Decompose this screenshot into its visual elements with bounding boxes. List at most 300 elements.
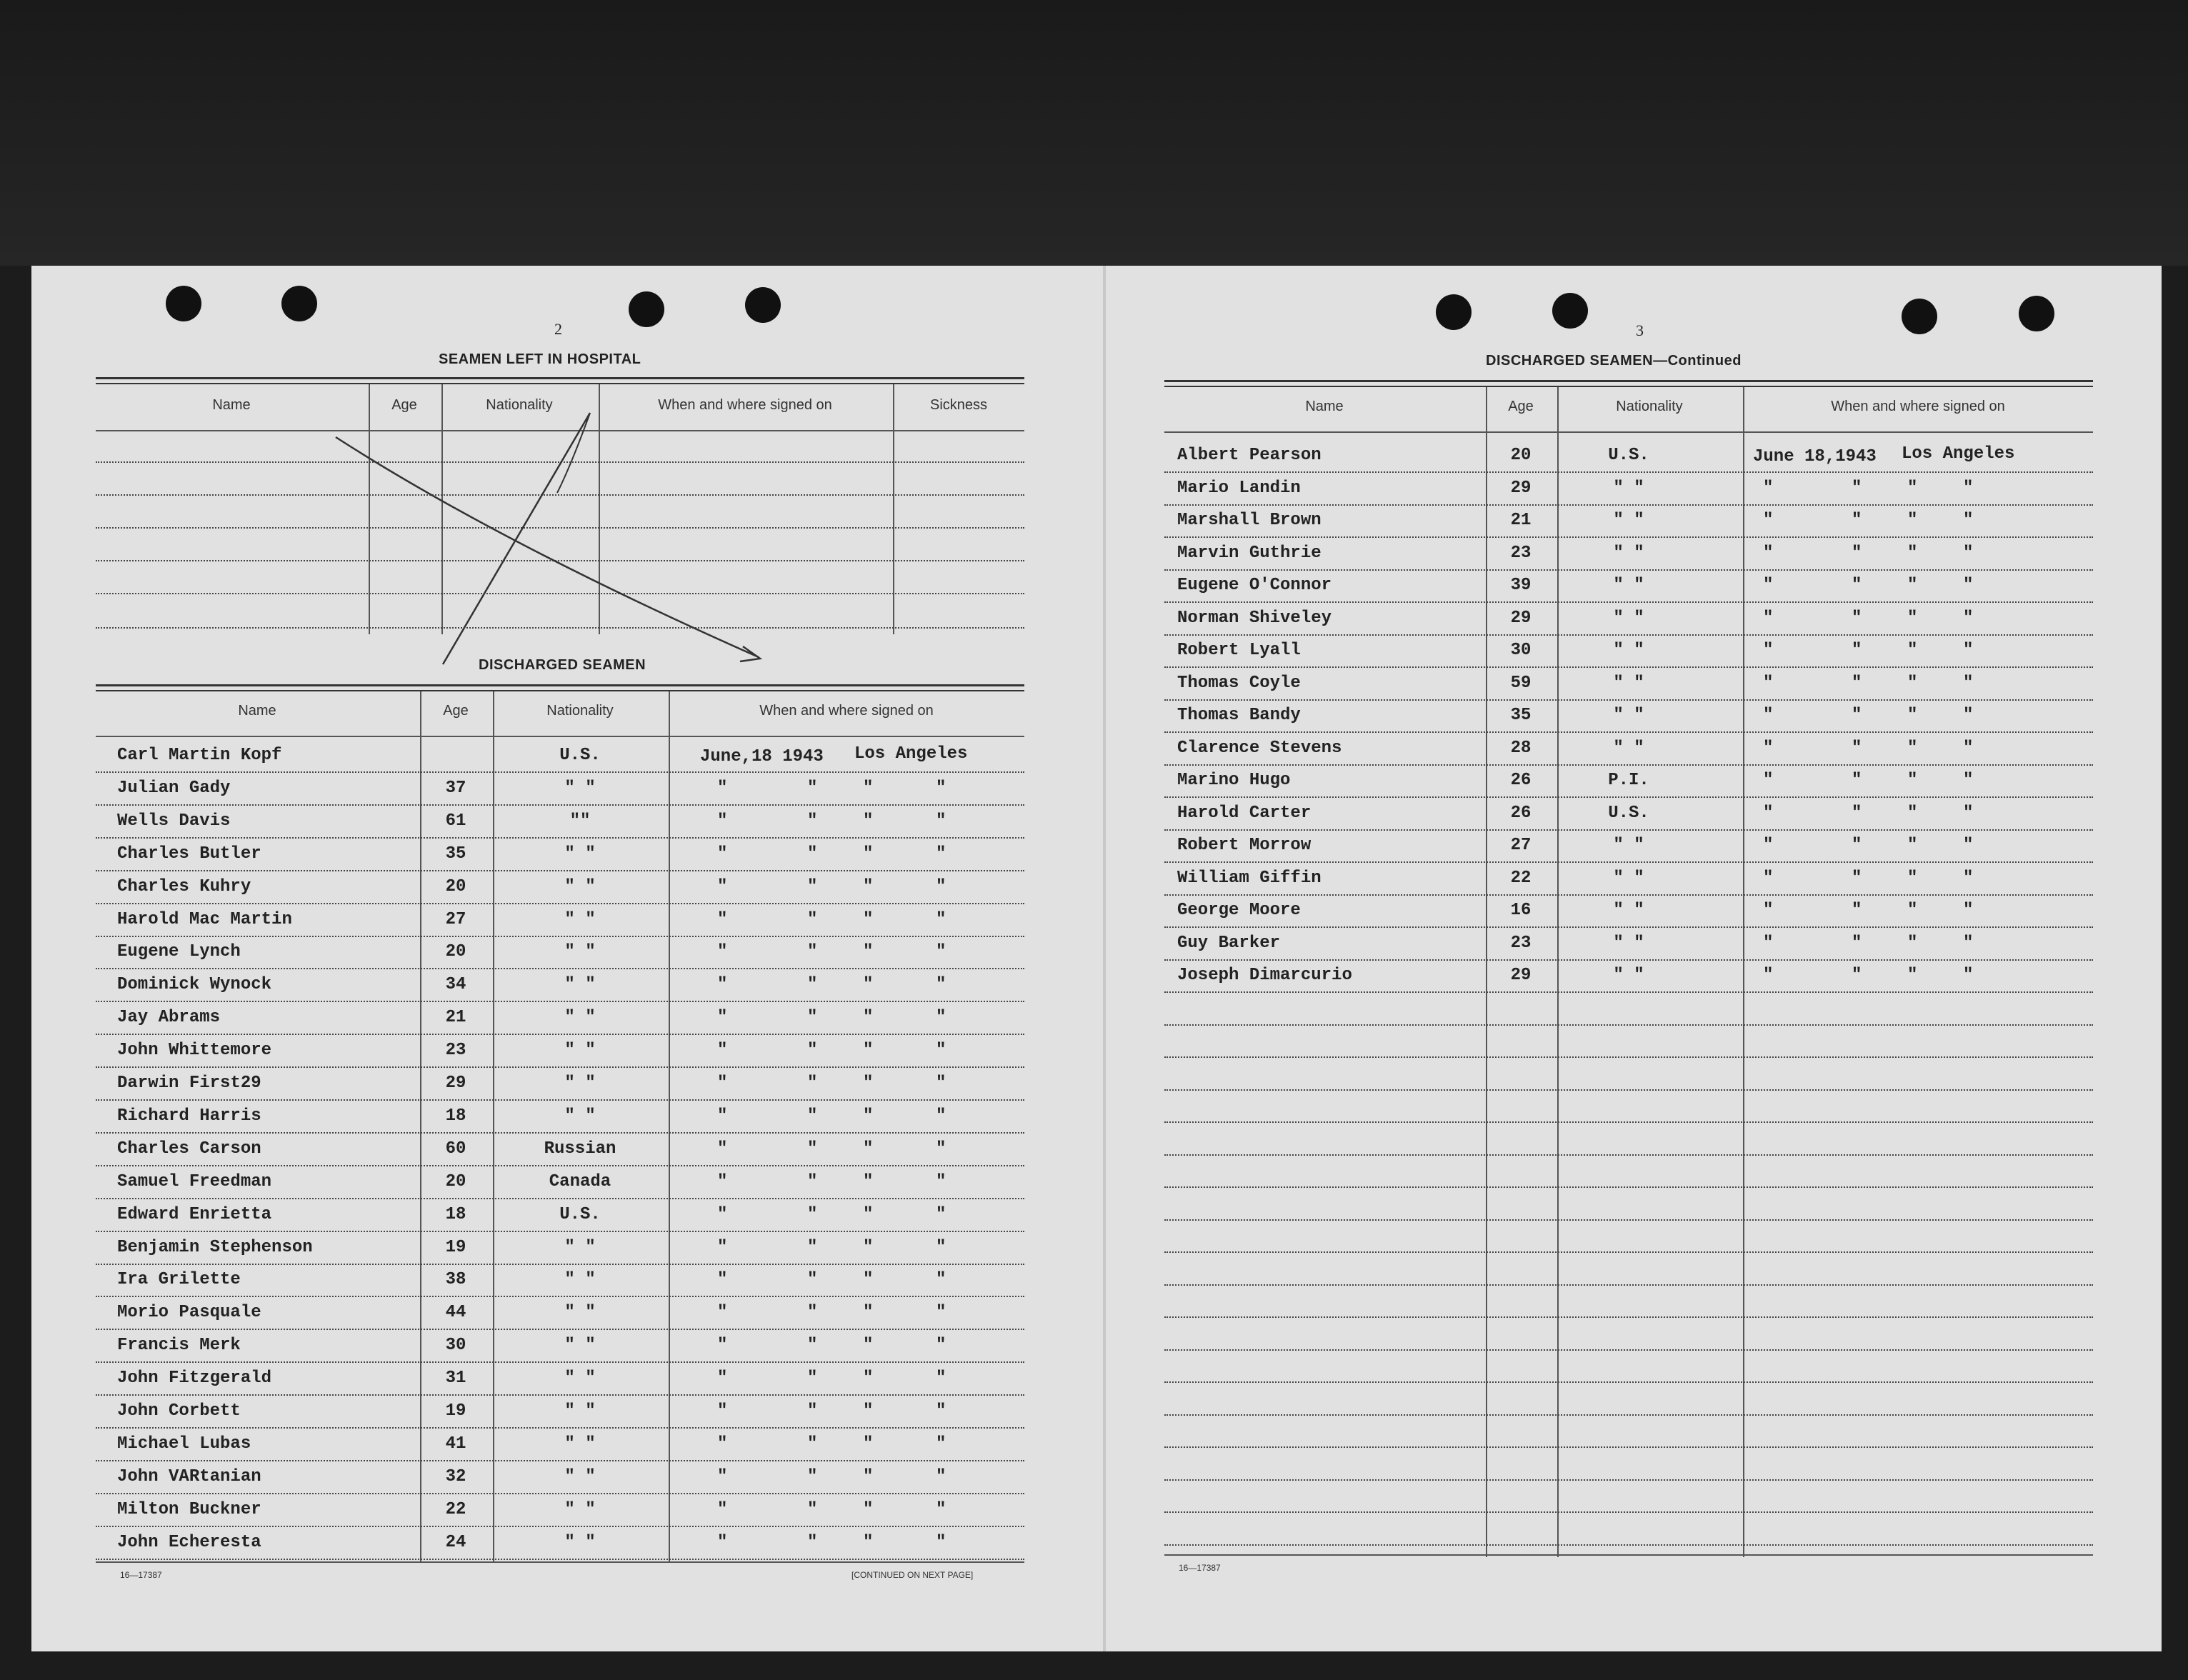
ditto-mark: " — [807, 1466, 818, 1486]
seaman-nationality: " " — [564, 1499, 596, 1519]
seaman-age: 39 — [1510, 576, 1532, 595]
row-rule — [96, 870, 1024, 871]
ditto-mark: " — [863, 1204, 874, 1224]
ditto-mark: " — [1907, 738, 1918, 758]
ditto-mark: " — [717, 1434, 728, 1454]
seaman-nationality: " " — [564, 1074, 596, 1093]
ditto-mark: " — [717, 1466, 728, 1486]
seaman-age: 30 — [1510, 641, 1532, 660]
seaman-nationality: " " — [564, 1237, 596, 1257]
ditto-mark: " — [936, 1237, 946, 1257]
seaman-nationality: " " — [564, 844, 596, 864]
ditto-mark: " — [1963, 706, 1974, 725]
row-rule — [96, 1361, 1024, 1363]
row-rule — [96, 771, 1024, 773]
ditto-mark: " — [1907, 933, 1918, 953]
seaman-nationality: " " — [1613, 511, 1644, 530]
seaman-nationality: " " — [564, 1008, 596, 1028]
row-rule — [1164, 1024, 2093, 1026]
seaman-nationality: " " — [564, 1270, 596, 1290]
ditto-mark: " — [936, 1369, 946, 1389]
seaman-nationality: "" — [569, 811, 591, 831]
column-header: Name — [238, 703, 276, 719]
ditto-mark: " — [1907, 868, 1918, 888]
seaman-name: Albert Pearson — [1177, 446, 1322, 465]
seaman-name: Harold Mac Martin — [117, 909, 292, 929]
seaman-name: Richard Harris — [117, 1106, 261, 1126]
ditto-mark: " — [717, 1139, 728, 1159]
ditto-mark: " — [863, 778, 874, 798]
row-rule — [1164, 894, 2093, 896]
seaman-name: Harold Carter — [1177, 803, 1312, 823]
seaman-nationality: " " — [564, 876, 596, 896]
seaman-nationality: " " — [1613, 641, 1644, 660]
seaman-age: 29 — [1510, 966, 1532, 985]
ditto-mark: " — [1763, 478, 1774, 498]
seaman-age: 32 — [445, 1466, 466, 1486]
ditto-mark: " — [717, 844, 728, 864]
signed-on-date: June,18 1943 — [700, 747, 824, 766]
ditto-mark: " — [936, 1171, 946, 1191]
ditto-mark: " — [863, 1532, 874, 1552]
seaman-name: William Giffin — [1177, 868, 1322, 888]
ditto-mark: " — [807, 975, 818, 995]
ditto-mark: " — [936, 1434, 946, 1454]
seaman-name: Darwin First29 — [117, 1074, 261, 1093]
seaman-nationality: " " — [1613, 706, 1644, 725]
row-rule — [1164, 991, 2093, 993]
ditto-mark: " — [1852, 738, 1862, 758]
row-rule — [1164, 1479, 2093, 1481]
ditto-mark: " — [1907, 641, 1918, 660]
seaman-name: Thomas Coyle — [1177, 673, 1301, 693]
ditto-mark: " — [1907, 543, 1918, 563]
ditto-mark: " — [863, 876, 874, 896]
seaman-name: Milton Buckner — [117, 1499, 261, 1519]
ditto-mark: " — [717, 1336, 728, 1356]
seaman-nationality: " " — [1613, 738, 1644, 758]
ditto-mark: " — [717, 811, 728, 831]
row-rule — [96, 936, 1024, 937]
row-rule — [96, 1165, 1024, 1166]
row-rule — [96, 1493, 1024, 1494]
column-header: Name — [212, 397, 251, 413]
ditto-mark: " — [1763, 641, 1774, 660]
ditto-mark: " — [1852, 641, 1862, 660]
row-rule — [96, 1099, 1024, 1101]
seaman-age: 20 — [445, 876, 466, 896]
seaman-age: 41 — [445, 1434, 466, 1454]
seaman-nationality: Russian — [544, 1139, 616, 1159]
row-rule — [1164, 1056, 2093, 1058]
ditto-mark: " — [1963, 543, 1974, 563]
seaman-age: 21 — [1510, 511, 1532, 530]
ditto-mark: " — [936, 1008, 946, 1028]
ditto-mark: " — [1763, 706, 1774, 725]
row-rule — [96, 1526, 1024, 1527]
ditto-mark: " — [807, 1237, 818, 1257]
ditto-mark: " — [1963, 478, 1974, 498]
ditto-mark: " — [863, 1369, 874, 1389]
row-rule — [1164, 504, 2093, 506]
ditto-mark: " — [717, 1270, 728, 1290]
ditto-mark: " — [936, 975, 946, 995]
form-number: 16—17387 — [1179, 1563, 1221, 1573]
row-rule — [1164, 1154, 2093, 1156]
ditto-mark: " — [863, 1336, 874, 1356]
ditto-mark: " — [936, 1303, 946, 1323]
row-rule — [1164, 731, 2093, 733]
ditto-mark: " — [1907, 673, 1918, 693]
ditto-mark: " — [807, 1008, 818, 1028]
ditto-mark: " — [1763, 608, 1774, 628]
ditto-mark: " — [936, 1270, 946, 1290]
seaman-name: Samuel Freedman — [117, 1171, 272, 1191]
seaman-age: 19 — [445, 1401, 466, 1421]
ditto-mark: " — [1907, 478, 1918, 498]
seaman-name: Charles Carson — [117, 1139, 261, 1159]
seaman-name: Eugene O'Connor — [1177, 576, 1332, 595]
seaman-nationality: " " — [1613, 478, 1644, 498]
ditto-mark: " — [863, 1171, 874, 1191]
seaman-nationality: " " — [564, 1041, 596, 1061]
ditto-mark: " — [807, 1041, 818, 1061]
row-rule — [96, 1001, 1024, 1002]
row-rule — [96, 1296, 1024, 1297]
ditto-mark: " — [863, 1041, 874, 1061]
ditto-mark: " — [1963, 576, 1974, 595]
seaman-nationality: " " — [564, 942, 596, 962]
row-rule — [96, 1198, 1024, 1199]
ditto-mark: " — [863, 1434, 874, 1454]
ditto-mark: " — [717, 909, 728, 929]
signed-on-place: Los Angeles — [854, 744, 968, 764]
seaman-name: Eugene Lynch — [117, 942, 241, 962]
column-header: When and where signed on — [759, 703, 934, 719]
ditto-mark: " — [1963, 901, 1974, 920]
ditto-mark: " — [807, 909, 818, 929]
seaman-nationality: " " — [1613, 608, 1644, 628]
seaman-nationality: " " — [564, 1466, 596, 1486]
seaman-name: Joseph Dimarcurio — [1177, 966, 1352, 985]
column-header: Age — [391, 397, 417, 413]
ditto-mark: " — [936, 1499, 946, 1519]
seaman-name: Francis Merk — [117, 1336, 241, 1356]
seaman-age: 20 — [1510, 446, 1532, 465]
row-rule — [96, 1427, 1024, 1429]
ditto-mark: " — [1963, 608, 1974, 628]
row-rule — [1164, 536, 2093, 538]
ditto-mark: " — [807, 1204, 818, 1224]
ditto-mark: " — [717, 1074, 728, 1093]
row-rule — [96, 968, 1024, 969]
discharged-table-right — [1164, 380, 2093, 1557]
row-rule — [1164, 796, 2093, 798]
ditto-mark: " — [1963, 933, 1974, 953]
ditto-mark: " — [717, 1106, 728, 1126]
ditto-mark: " — [936, 876, 946, 896]
seaman-nationality: " " — [564, 975, 596, 995]
ditto-mark: " — [1763, 576, 1774, 595]
ditto-mark: " — [863, 942, 874, 962]
seaman-age: 37 — [445, 778, 466, 798]
row-rule — [96, 1132, 1024, 1134]
ditto-mark: " — [936, 778, 946, 798]
ditto-mark: " — [807, 844, 818, 864]
seaman-nationality: " " — [564, 778, 596, 798]
ditto-mark: " — [807, 1303, 818, 1323]
seaman-name: Jay Abrams — [117, 1008, 221, 1028]
seaman-age: 20 — [445, 942, 466, 962]
ditto-mark: " — [936, 1336, 946, 1356]
hospital-section-title: SEAMEN LEFT IN HOSPITAL — [439, 351, 641, 367]
ditto-mark: " — [1907, 511, 1918, 530]
ditto-mark: " — [1763, 543, 1774, 563]
ditto-mark: " — [717, 1401, 728, 1421]
seaman-nationality: U.S. — [1608, 446, 1649, 465]
ditto-mark: " — [1852, 803, 1862, 823]
ditto-mark: " — [1907, 608, 1918, 628]
ditto-mark: " — [1763, 673, 1774, 693]
row-rule — [1164, 1219, 2093, 1221]
row-rule — [1164, 861, 2093, 863]
seaman-name: Wells Davis — [117, 811, 231, 831]
column-header: When and where signed on — [658, 397, 832, 413]
ditto-mark: " — [936, 1139, 946, 1159]
seaman-age: 29 — [1510, 608, 1532, 628]
ditto-mark: " — [863, 1106, 874, 1126]
ditto-mark: " — [936, 844, 946, 864]
row-rule — [1164, 1414, 2093, 1416]
ditto-mark: " — [1963, 836, 1974, 855]
seaman-age: 23 — [1510, 543, 1532, 563]
ditto-mark: " — [807, 1139, 818, 1159]
ditto-mark: " — [863, 1008, 874, 1028]
ditto-mark: " — [717, 876, 728, 896]
ditto-mark: " — [1852, 836, 1862, 855]
seaman-nationality: " " — [1613, 673, 1644, 693]
ditto-mark: " — [1852, 933, 1862, 953]
row-rule — [96, 1329, 1024, 1330]
seaman-age: 26 — [1510, 803, 1532, 823]
seaman-name: Charles Kuhry — [117, 876, 251, 896]
row-rule — [1164, 1544, 2093, 1546]
ditto-mark: " — [1763, 933, 1774, 953]
seaman-name: Morio Pasquale — [117, 1303, 261, 1323]
seaman-age: 38 — [445, 1270, 466, 1290]
ditto-mark: " — [807, 1434, 818, 1454]
seaman-age: 19 — [445, 1237, 466, 1257]
seaman-nationality: " " — [564, 1303, 596, 1323]
seaman-name: John Corbett — [117, 1401, 241, 1421]
ditto-mark: " — [1907, 771, 1918, 790]
ditto-mark: " — [1763, 836, 1774, 855]
row-rule — [1164, 601, 2093, 603]
ditto-mark: " — [863, 975, 874, 995]
ditto-mark: " — [863, 1074, 874, 1093]
seaman-age: 28 — [1510, 738, 1532, 758]
ditto-mark: " — [807, 1074, 818, 1093]
ditto-mark: " — [1907, 901, 1918, 920]
ditto-mark: " — [717, 1303, 728, 1323]
ditto-mark: " — [936, 1041, 946, 1061]
ditto-mark: " — [1907, 803, 1918, 823]
ditto-mark: " — [717, 1237, 728, 1257]
seaman-name: Charles Butler — [117, 844, 261, 864]
seaman-nationality: " " — [1613, 543, 1644, 563]
seaman-age: 24 — [445, 1532, 466, 1552]
ditto-mark: " — [1907, 836, 1918, 855]
seaman-name: John VARtanian — [117, 1466, 261, 1486]
row-rule — [96, 1559, 1024, 1560]
column-header: Age — [443, 703, 469, 719]
seaman-name: Benjamin Stephenson — [117, 1237, 313, 1257]
ditto-mark: " — [717, 1532, 728, 1552]
ditto-mark: " — [1963, 803, 1974, 823]
column-header: Nationality — [486, 397, 553, 413]
ditto-mark: " — [807, 1369, 818, 1389]
seaman-age: 60 — [445, 1139, 466, 1159]
seaman-nationality: " " — [564, 909, 596, 929]
row-rule — [1164, 569, 2093, 571]
seaman-name: John Fitzgerald — [117, 1369, 272, 1389]
seaman-age: 16 — [1510, 901, 1532, 920]
row-rule — [1164, 699, 2093, 701]
column-header: Nationality — [1616, 399, 1683, 414]
seaman-name: Mario Landin — [1177, 478, 1301, 498]
ditto-mark: " — [1763, 738, 1774, 758]
seaman-nationality: " " — [1613, 933, 1644, 953]
row-rule — [1164, 634, 2093, 636]
seaman-age: 27 — [1510, 836, 1532, 855]
seaman-name: Guy Barker — [1177, 933, 1281, 953]
ditto-mark: " — [717, 942, 728, 962]
ditto-mark: " — [1963, 511, 1974, 530]
row-rule — [96, 1231, 1024, 1232]
seaman-name: Julian Gady — [117, 778, 231, 798]
row-rule — [1164, 1186, 2093, 1188]
ditto-mark: " — [936, 1532, 946, 1552]
ditto-mark: " — [807, 1532, 818, 1552]
ditto-mark: " — [863, 1499, 874, 1519]
ditto-mark: " — [936, 1401, 946, 1421]
ditto-mark: " — [863, 811, 874, 831]
ditto-mark: " — [1852, 966, 1862, 985]
discharged-table-left — [96, 684, 1024, 1563]
ditto-mark: " — [863, 1139, 874, 1159]
ditto-mark: " — [1852, 868, 1862, 888]
ditto-mark: " — [936, 909, 946, 929]
seaman-age: 18 — [445, 1106, 466, 1126]
row-rule — [1164, 1511, 2093, 1513]
row-rule — [1164, 1446, 2093, 1448]
ditto-mark: " — [936, 1204, 946, 1224]
ditto-mark: " — [1763, 803, 1774, 823]
seaman-name: George Moore — [1177, 901, 1301, 920]
row-rule — [1164, 1121, 2093, 1123]
seaman-name: Marvin Guthrie — [1177, 543, 1322, 563]
seaman-age: 23 — [1510, 933, 1532, 953]
seaman-name: Carl Martin Kopf — [117, 746, 282, 765]
column-header: Age — [1508, 399, 1534, 414]
ditto-mark: " — [936, 811, 946, 831]
seaman-age: 20 — [445, 1171, 466, 1191]
row-rule — [96, 1066, 1024, 1068]
row-rule — [1164, 1381, 2093, 1383]
row-rule — [96, 903, 1024, 904]
seaman-nationality: " " — [564, 1336, 596, 1356]
seaman-name: Edward Enrietta — [117, 1204, 272, 1224]
ditto-mark: " — [807, 942, 818, 962]
form-number: 16—17387 — [120, 1570, 162, 1580]
ditto-mark: " — [1852, 771, 1862, 790]
ditto-mark: " — [1763, 966, 1774, 985]
row-rule — [1164, 1251, 2093, 1253]
ditto-mark: " — [807, 778, 818, 798]
column-header: Name — [1305, 399, 1344, 414]
ditto-mark: " — [863, 1401, 874, 1421]
seaman-name: Thomas Bandy — [1177, 706, 1301, 725]
seaman-age: 22 — [445, 1499, 466, 1519]
seaman-name: John Whittemore — [117, 1041, 272, 1061]
seaman-age: 27 — [445, 909, 466, 929]
ditto-mark: " — [1852, 478, 1862, 498]
seaman-nationality: " " — [564, 1369, 596, 1389]
ditto-mark: " — [807, 811, 818, 831]
row-rule — [1164, 1316, 2093, 1318]
seaman-nationality: U.S. — [559, 746, 601, 765]
column-header: Sickness — [929, 397, 988, 413]
seaman-nationality: P.I. — [1608, 771, 1649, 790]
ditto-mark: " — [1907, 966, 1918, 985]
seaman-name: Dominick Wynock — [117, 975, 272, 995]
ditto-mark: " — [1852, 706, 1862, 725]
ditto-mark: " — [1963, 673, 1974, 693]
page-number: 2 — [554, 320, 562, 338]
ditto-mark: " — [1963, 966, 1974, 985]
row-rule — [96, 1460, 1024, 1461]
signed-on-place: Los Angeles — [1902, 444, 2015, 464]
seaman-nationality: " " — [564, 1106, 596, 1126]
ditto-mark: " — [863, 1237, 874, 1257]
ditto-mark: " — [1852, 673, 1862, 693]
seaman-age: 31 — [445, 1369, 466, 1389]
seaman-age: 22 — [1510, 868, 1532, 888]
seaman-age: 29 — [445, 1074, 466, 1093]
row-rule — [1164, 926, 2093, 928]
seaman-nationality: U.S. — [559, 1204, 601, 1224]
seaman-nationality: Canada — [549, 1171, 611, 1191]
ditto-mark: " — [717, 1499, 728, 1519]
seaman-nationality: " " — [1613, 576, 1644, 595]
ditto-mark: " — [863, 1270, 874, 1290]
continued-note: [CONTINUED ON NEXT PAGE] — [851, 1570, 974, 1580]
ditto-mark: " — [1763, 901, 1774, 920]
ditto-mark: " — [1852, 511, 1862, 530]
ditto-mark: " — [717, 1369, 728, 1389]
seaman-nationality: " " — [1613, 966, 1644, 985]
column-header: When and where signed on — [1831, 399, 2005, 414]
ditto-mark: " — [717, 975, 728, 995]
ditto-mark: " — [807, 1499, 818, 1519]
ditto-mark: " — [1907, 576, 1918, 595]
ditto-mark: " — [807, 1336, 818, 1356]
discharged-section-title: DISCHARGED SEAMEN — [479, 657, 646, 673]
row-rule — [96, 1394, 1024, 1396]
row-rule — [96, 1034, 1024, 1035]
ditto-mark: " — [1763, 868, 1774, 888]
ditto-mark: " — [863, 1303, 874, 1323]
